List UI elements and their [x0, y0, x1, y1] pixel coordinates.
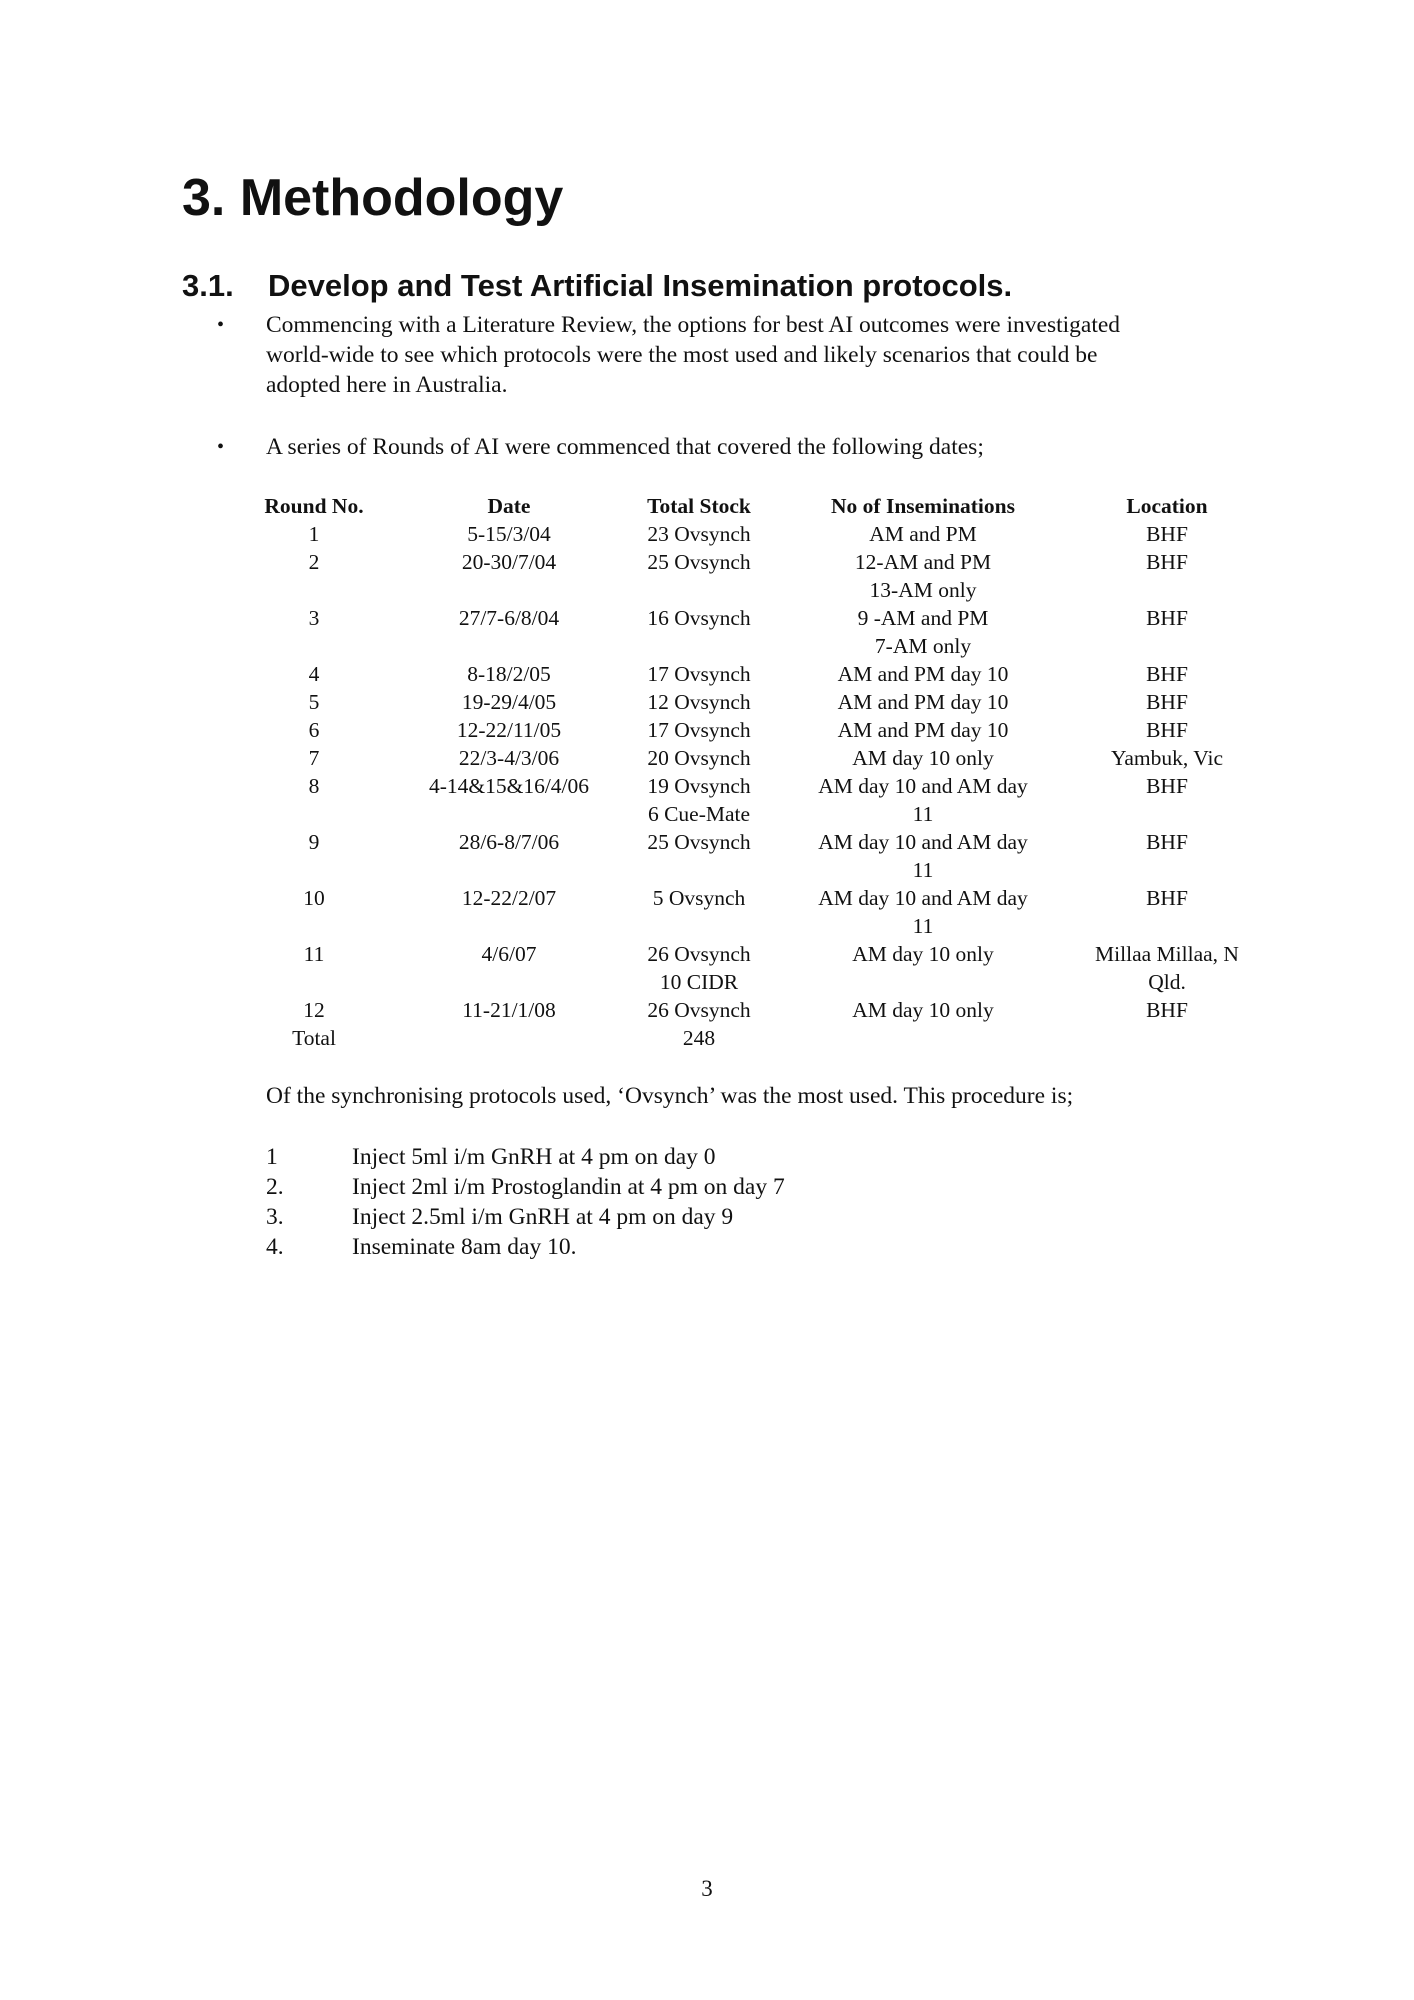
cell-inseminations-line: 11	[912, 858, 934, 882]
column-header-round: Round No.	[264, 494, 364, 518]
cell-location	[1078, 604, 1256, 660]
cell-round: 9	[308, 830, 320, 854]
cell-total-stock	[630, 716, 768, 744]
cell-location	[1078, 520, 1256, 548]
table-row	[240, 520, 1256, 548]
cell-inseminations-line: AM and PM day 10	[837, 718, 1009, 742]
cell-inseminations	[768, 660, 1078, 688]
cell-inseminations-line: 12-AM and PM	[854, 550, 992, 574]
column-header-location: Location	[1126, 494, 1208, 518]
cell-inseminations-line: 13-AM only	[869, 578, 977, 602]
cell-inseminations	[768, 604, 1078, 660]
table-row	[240, 660, 1256, 688]
cell-inseminations-line: AM day 10 only	[852, 998, 994, 1022]
table-row	[240, 604, 1256, 660]
cell-location-line: BHF	[1146, 830, 1188, 854]
paragraph-line: Commencing with a Literature Review, the options for best AI outcomes were investigated	[266, 312, 1121, 338]
table-row	[240, 828, 1256, 884]
cell-location-line: BHF	[1146, 550, 1188, 574]
cell-inseminations	[768, 548, 1078, 604]
table-row	[240, 744, 1256, 772]
cell-inseminations-line: 9 -AM and PM	[857, 606, 989, 630]
cell-inseminations-line: AM and PM day 10	[837, 690, 1009, 714]
column-header-inseminations: No of Inseminations	[831, 494, 1015, 518]
cell-location-line: Qld.	[1148, 970, 1186, 994]
paragraph-line: world-wide to see which protocols were the most used and likely scenarios that could be	[266, 342, 1098, 368]
cell-location-line: BHF	[1146, 606, 1188, 630]
cell-date: 4/6/07	[481, 942, 537, 966]
table-body	[240, 520, 1256, 1052]
paragraph-line: A series of Rounds of AI were commenced that covered the following dates;	[266, 434, 984, 460]
cell-inseminations-line: AM and PM	[869, 522, 977, 546]
cell-date: 27/7-6/8/04	[458, 606, 560, 630]
bullet-icon: •	[217, 314, 225, 336]
step-text: Inject 2ml i/m Prostoglandin at 4 pm on day 7	[352, 1174, 785, 1200]
cell-inseminations	[768, 520, 1078, 548]
cell-inseminations-line: 11	[912, 802, 934, 826]
cell-total-stock	[630, 688, 768, 716]
procedure-step	[266, 1202, 785, 1232]
procedure-step	[266, 1142, 785, 1172]
cell-round: 4	[308, 662, 320, 686]
bullet-paragraph-ai-rounds	[266, 432, 1266, 462]
step-text: Inseminate 8am day 10.	[352, 1234, 577, 1260]
cell-location-line: BHF	[1146, 886, 1188, 910]
cell-total-stock	[630, 604, 768, 660]
cell-date: 20-30/7/04	[461, 550, 557, 574]
cell-date: 19-29/4/05	[461, 690, 557, 714]
column-header-total-stock: Total Stock	[647, 494, 751, 518]
cell-location	[1078, 660, 1256, 688]
cell-location	[1078, 688, 1256, 716]
cell-inseminations	[768, 772, 1078, 828]
section-heading	[182, 267, 1012, 305]
ai-rounds-table	[240, 492, 1256, 1052]
cell-date: 5-15/3/04	[467, 522, 551, 546]
cell-location	[1078, 828, 1256, 884]
cell-total-stock-line: 5 Ovsynch	[652, 886, 746, 910]
cell-round: 8	[308, 774, 320, 798]
cell-total-stock-line: 26 Ovsynch	[647, 942, 751, 966]
table-row	[240, 996, 1256, 1024]
cell-inseminations	[768, 716, 1078, 744]
summary-paragraph: Of the synchronising protocols used, ‘Ovsynch’ was the most used. This procedure is;	[266, 1083, 1074, 1109]
cell-total-stock-line: 25 Ovsynch	[647, 830, 751, 854]
table-row	[240, 716, 1256, 744]
cell-location-line: Millaa Millaa, N	[1095, 942, 1239, 966]
page-number: 3	[701, 1876, 713, 1901]
cell-total-stock-line: 20 Ovsynch	[647, 746, 751, 770]
cell-date	[388, 1024, 630, 1052]
cell-total-stock	[630, 548, 768, 604]
cell-date: 8-18/2/05	[467, 662, 551, 686]
cell-total-stock	[630, 744, 768, 772]
cell-total-stock-line: 16 Ovsynch	[647, 606, 751, 630]
cell-location	[1078, 744, 1256, 772]
cell-location-line: BHF	[1146, 522, 1188, 546]
cell-round: 10	[303, 886, 325, 910]
cell-inseminations-line: AM day 10 and AM day	[818, 774, 1028, 798]
cell-location-line: BHF	[1146, 690, 1188, 714]
cell-date: 22/3-4/3/06	[458, 746, 560, 770]
cell-inseminations-line: 7-AM only	[874, 634, 972, 658]
table-row	[240, 772, 1256, 828]
bullet-paragraph-literature-review	[266, 310, 1266, 400]
cell-inseminations	[768, 940, 1078, 996]
cell-date: 12-22/11/05	[456, 718, 562, 742]
step-text: Inject 2.5ml i/m GnRH at 4 pm on day 9	[352, 1204, 734, 1230]
cell-inseminations-line: 11	[912, 914, 934, 938]
cell-location	[1078, 996, 1256, 1024]
cell-inseminations-line: AM day 10 only	[852, 942, 994, 966]
step-number: 1	[266, 1144, 278, 1170]
section-title: Develop and Test Artificial Insemination protocols.	[268, 268, 1013, 303]
cell-inseminations	[768, 744, 1078, 772]
bullet-icon: •	[217, 436, 225, 458]
cell-round: 5	[308, 690, 320, 714]
cell-total-stock	[630, 940, 768, 996]
cell-total-stock-line: 10 CIDR	[659, 970, 739, 994]
chapter-heading: 3. Methodology	[182, 169, 564, 227]
ovsynch-procedure-list	[266, 1142, 785, 1262]
step-number: 4.	[266, 1234, 284, 1260]
cell-location	[1078, 548, 1256, 604]
cell-location-line: BHF	[1146, 774, 1188, 798]
cell-location-line: BHF	[1146, 998, 1188, 1022]
cell-location-line: Yambuk, Vic	[1110, 746, 1223, 770]
cell-inseminations	[768, 688, 1078, 716]
cell-date: 28/6-8/7/06	[458, 830, 560, 854]
table-header-row	[240, 492, 1256, 520]
table-row	[240, 1024, 1256, 1052]
cell-total-stock	[630, 884, 768, 940]
cell-inseminations-line: AM and PM day 10	[837, 662, 1009, 686]
table-row	[240, 940, 1256, 996]
table-row	[240, 688, 1256, 716]
cell-total-stock-line: 248	[682, 1026, 716, 1050]
procedure-step	[266, 1172, 785, 1202]
column-header-date: Date	[487, 494, 531, 518]
cell-inseminations-line: AM day 10 only	[852, 746, 994, 770]
cell-location	[1078, 940, 1256, 996]
cell-location-line: BHF	[1146, 718, 1188, 742]
cell-round: 3	[308, 606, 320, 630]
cell-total-stock-line: 17 Ovsynch	[647, 662, 751, 686]
cell-total-stock-line: 12 Ovsynch	[647, 690, 751, 714]
cell-round: 1	[308, 522, 320, 546]
cell-total-stock	[630, 1024, 768, 1052]
table-row	[240, 884, 1256, 940]
cell-total-stock-line: 26 Ovsynch	[647, 998, 751, 1022]
cell-inseminations-line: AM day 10 and AM day	[818, 886, 1028, 910]
cell-location-line: BHF	[1146, 662, 1188, 686]
cell-total-stock	[630, 772, 768, 828]
cell-inseminations	[768, 996, 1078, 1024]
cell-location	[1078, 1024, 1256, 1052]
cell-round: 7	[308, 746, 320, 770]
cell-inseminations	[768, 884, 1078, 940]
cell-date: 4-14&15&16/4/06	[428, 774, 590, 798]
cell-total-stock-line: 25 Ovsynch	[647, 550, 751, 574]
paragraph-line: adopted here in Australia.	[266, 372, 508, 398]
table-row	[240, 548, 1256, 604]
step-text: Inject 5ml i/m GnRH at 4 pm on day 0	[352, 1144, 716, 1170]
cell-round: 2	[308, 550, 320, 574]
cell-inseminations	[768, 1024, 1078, 1052]
step-number: 2.	[266, 1174, 284, 1200]
cell-round: Total	[292, 1026, 336, 1050]
cell-total-stock-line: 17 Ovsynch	[647, 718, 751, 742]
cell-total-stock	[630, 828, 768, 884]
cell-location	[1078, 884, 1256, 940]
cell-round: 11	[303, 942, 325, 966]
cell-round: 12	[303, 998, 325, 1022]
section-number: 3.1.	[182, 268, 234, 303]
cell-location	[1078, 772, 1256, 828]
cell-round: 6	[308, 718, 320, 742]
step-number: 3.	[266, 1204, 284, 1230]
procedure-step	[266, 1232, 785, 1262]
cell-total-stock-line: 6 Cue-Mate	[647, 802, 751, 826]
cell-inseminations-line: AM day 10 and AM day	[818, 830, 1028, 854]
cell-total-stock	[630, 660, 768, 688]
cell-date: 12-22/2/07	[461, 886, 557, 910]
cell-location	[1078, 716, 1256, 744]
cell-total-stock	[630, 996, 768, 1024]
cell-total-stock-line: 23 Ovsynch	[647, 522, 751, 546]
cell-total-stock-line: 19 Ovsynch	[647, 774, 751, 798]
cell-total-stock	[630, 520, 768, 548]
cell-date: 11-21/1/08	[462, 998, 556, 1022]
cell-inseminations	[768, 828, 1078, 884]
